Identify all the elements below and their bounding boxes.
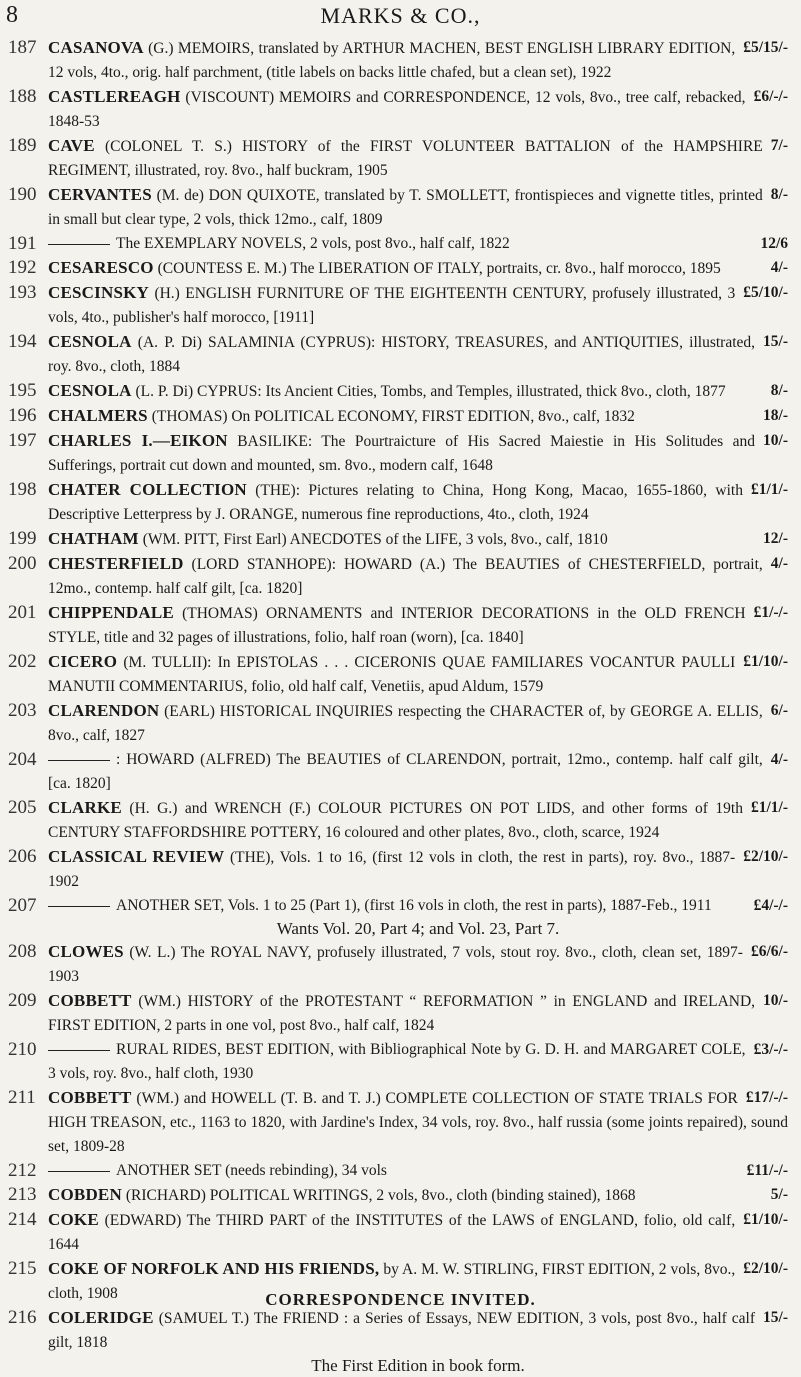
- entry-price: £1/10/-: [743, 1211, 788, 1228]
- entry-price: 4/-: [770, 751, 788, 768]
- catalogue-entry: [0, 940, 801, 989]
- entry-price: 4/-: [770, 555, 788, 572]
- entry-description: (EDWARD) The THIRD PART of the INSTITUTES of the LAWS of ENGLAND, folio, old calf, 1644: [48, 1212, 736, 1253]
- entry-author: COBDEN: [48, 1185, 122, 1204]
- catalogue-entry: [0, 404, 801, 429]
- entry-body: [48, 1208, 788, 1257]
- entry-body: [48, 989, 788, 1038]
- catalogue-entry: [0, 748, 801, 796]
- entry-price: 15/-: [763, 1309, 788, 1326]
- entry-price: 15/-: [763, 333, 788, 350]
- entry-description: (W. L.) The ROYAL NAVY, profusely illustrated, 7 vols, stout roy. 8vo., cloth, clean set, 1897-1903: [48, 944, 743, 985]
- entry-number: 207: [8, 895, 37, 916]
- entry-description: ANOTHER SET (needs rebinding), 34 vols: [116, 1162, 387, 1179]
- entry-description: (THOMAS) On POLITICAL ECONOMY, FIRST EDITION, 8vo., calf, 1832: [151, 408, 635, 425]
- entry-description: (THE), Vols. 1 to 16, (first 12 vols in cloth, the rest in parts), roy. 8vo., 1887-1902: [48, 849, 736, 890]
- entry-price: 8/-: [770, 186, 788, 203]
- catalogue-entry: [0, 1038, 801, 1086]
- entry-body: [48, 256, 788, 281]
- entry-author: CESCINSKY: [48, 283, 149, 302]
- entry-number: 189: [8, 135, 37, 156]
- entry-price: 8/-: [770, 382, 788, 399]
- entry-price: 6/-: [770, 702, 788, 719]
- entry-price: 12/-: [763, 530, 788, 547]
- entry-description: RURAL RIDES, BEST EDITION, with Bibliographical Note by G. D. H. and MARGARET COLE, 3 vols, roy. 8vo., half cloth, 1930: [48, 1041, 746, 1082]
- entry-number: 206: [8, 846, 37, 867]
- footer-note: CORRESPONDENCE INVITED.: [265, 1290, 536, 1309]
- entry-price: 18/-: [763, 407, 788, 424]
- catalogue-entry: [0, 894, 801, 940]
- entry-description: (H. G.) and WRENCH (F.) COLOUR PICTURES ON POT LIDS, and other forms of 19th CENTURY STAFFORDSHIRE POTTERY, 16 coloured and other plates, 8vo., cloth, scarce, 1924: [48, 800, 743, 841]
- entry-number: 212: [8, 1160, 37, 1181]
- entry-description: ANOTHER SET, Vols. 1 to 25 (Part 1), (first 16 vols in cloth, the rest in parts), 1887-Feb., 1911: [116, 897, 712, 914]
- catalogue-entry: [0, 379, 801, 404]
- entry-body: [48, 36, 788, 85]
- ditto-rule: [48, 1171, 110, 1172]
- entry-author: CESARESCO: [48, 258, 154, 277]
- entry-number: 199: [8, 528, 37, 549]
- entry-body: [48, 85, 788, 134]
- catalogue-entry: [0, 1208, 801, 1257]
- entry-number: 187: [8, 37, 37, 58]
- entry-description: (LORD STANHOPE): HOWARD (A.) The BEAUTIES of CHESTERFIELD, portrait, 12mo., contemp. half calf gilt, [ca. 1820]: [48, 556, 763, 597]
- entry-number: 201: [8, 602, 37, 623]
- entry-price: 7/-: [770, 137, 788, 154]
- entry-number: 213: [8, 1184, 37, 1205]
- entry-author: CESNOLA: [48, 332, 132, 351]
- entry-description: (WM. PITT, First Earl) ANECDOTES of the LIFE, 3 vols, 8vo., calf, 1810: [142, 531, 608, 548]
- entry-description: (THE): Pictures relating to China, Hong Kong, Macao, 1655-1860, with Descriptive Letterpress by J. ORANGE, numerous fine reproductions, 4to., cloth, 1924: [48, 482, 743, 523]
- ditto-rule: [48, 906, 110, 907]
- entry-body: [48, 1038, 788, 1086]
- entry-body: [48, 330, 788, 379]
- entry-body: [48, 748, 788, 796]
- catalogue-entry: [0, 330, 801, 379]
- entry-note: The First Edition in book form.: [311, 1356, 525, 1375]
- entry-description: (SAMUEL T.) The FRIEND : a Series of Essays, NEW EDITION, 3 vols, post 8vo., half calf gilt, 1818: [48, 1310, 756, 1351]
- entry-author: CHATHAM: [48, 529, 139, 548]
- entry-number: 192: [8, 257, 37, 278]
- entry-number: 191: [8, 233, 37, 254]
- entry-author: CHATER COLLECTION: [48, 480, 247, 499]
- entry-number: 208: [8, 941, 37, 962]
- catalogue-entry: [0, 552, 801, 601]
- entry-body: [48, 379, 788, 404]
- entry-author: CLASSICAL REVIEW: [48, 847, 225, 866]
- entry-number: 211: [8, 1087, 36, 1108]
- entry-author: COKE: [48, 1210, 99, 1229]
- entry-author: CLARKE: [48, 798, 122, 817]
- entry-number: 188: [8, 86, 37, 107]
- entry-price: 10/-: [763, 432, 788, 449]
- entry-description: by A. M. W. STIRLING, FIRST EDITION, 2 vols, 8vo., cloth, 1908: [48, 1261, 736, 1302]
- entry-number: 200: [8, 553, 37, 574]
- entry-price: 5/-: [770, 1186, 788, 1203]
- entry-body: [48, 552, 788, 601]
- catalogue-entry: [0, 134, 801, 183]
- entry-price: £6/6/-: [750, 943, 788, 960]
- entry-number: 190: [8, 184, 37, 205]
- page-header: [0, 0, 801, 32]
- entry-price: 12/6: [760, 235, 788, 252]
- catalogue-entry: [0, 650, 801, 699]
- entry-body: [48, 699, 788, 748]
- entry-author: CLARENDON: [48, 701, 160, 720]
- entry-number: 194: [8, 331, 37, 352]
- entry-body: [48, 601, 788, 650]
- catalogue-entry: [0, 256, 801, 281]
- entry-number: 193: [8, 282, 37, 303]
- entry-body: [48, 845, 788, 894]
- entry-number: 216: [8, 1307, 37, 1328]
- entry-body: [48, 1183, 788, 1208]
- entry-description: (RICHARD) POLITICAL WRITINGS, 2 vols, 8vo., cloth (binding stained), 1868: [125, 1187, 636, 1204]
- entry-body: [48, 527, 788, 552]
- entry-number: 204: [8, 749, 37, 770]
- entry-number: 198: [8, 479, 37, 500]
- entry-author: COLERIDGE: [48, 1308, 154, 1327]
- entry-number: 209: [8, 990, 37, 1011]
- entry-price: 4/-: [770, 259, 788, 276]
- catalogue-entry: [0, 1183, 801, 1208]
- entry-author: CASANOVA: [48, 38, 144, 57]
- entry-description: (COUNTESS E. M.) The LIBERATION OF ITALY, portraits, cr. 8vo., half morocco, 1895: [157, 260, 721, 277]
- entry-number: 214: [8, 1209, 37, 1230]
- catalogue-entry: [0, 183, 801, 232]
- entry-price: £1/1/-: [750, 799, 788, 816]
- entry-description: (L. P. Di) CYPRUS: Its Ancient Cities, Tombs, and Temples, illustrated, thick 8vo., cloth, 1877: [135, 383, 726, 400]
- entry-description: (VISCOUNT) MEMOIRS and CORRESPONDENCE, 12 vols, 8vo., tree calf, rebacked, 1848-53: [48, 89, 746, 130]
- entry-price: £2/10/-: [743, 1260, 788, 1277]
- catalogue-entry: [0, 1306, 801, 1377]
- entry-price: £3/-/-: [753, 1041, 788, 1058]
- entry-body: [48, 1086, 788, 1159]
- entry-body: [48, 1159, 788, 1183]
- entry-number: 196: [8, 405, 37, 426]
- entry-author: CASTLEREAGH: [48, 87, 181, 106]
- page-number: 8: [6, 2, 18, 28]
- entry-author: CHIPPENDALE: [48, 603, 174, 622]
- entry-author: COBBETT: [48, 991, 132, 1010]
- entry-price: £6/-/-: [753, 88, 788, 105]
- entry-price: £1/1/-: [750, 481, 788, 498]
- entry-description: (EARL) HISTORICAL INQUIRIES respecting the CHARACTER of, by GEORGE A. ELLIS, 8vo., calf, 1827: [48, 703, 763, 744]
- entry-number: 203: [8, 700, 37, 721]
- entry-price: £17/-/-: [745, 1089, 788, 1106]
- entry-description: (H.) ENGLISH FURNITURE OF THE EIGHTEENTH CENTURY, profusely illustrated, 3 vols, 4to., publisher's half morocco, [1911]: [48, 285, 736, 326]
- entry-body: [48, 134, 788, 183]
- entry-price: £4/-/-: [753, 897, 788, 914]
- entry-body: [48, 1306, 788, 1355]
- entry-number: 197: [8, 430, 37, 451]
- catalogue-entry: [0, 989, 801, 1038]
- catalogue-entry: [0, 36, 801, 85]
- entry-description: (WM.) and HOWELL (T. B. and T. J.) COMPLETE COLLECTION OF STATE TRIALS FOR HIGH TREASON, etc., 1163 to 1820, with Jardine's Index, 34 vols, roy. 8vo., half russia (some joints repaired), sound set, 1809-28: [48, 1090, 788, 1155]
- entry-author: CHALMERS: [48, 406, 148, 425]
- entry-author: CHARLES I.—EIKON: [48, 431, 228, 450]
- catalogue-entry: [0, 699, 801, 748]
- entry-price: £1/10/-: [743, 653, 788, 670]
- entry-description: (THOMAS) ORNAMENTS and INTERIOR DECORATIONS in the OLD FRENCH STYLE, title and 32 pages of illustrations, folio, half roan (worn), [ca. 1840]: [48, 605, 746, 646]
- entry-author: CHESTERFIELD: [48, 554, 184, 573]
- entry-body: [48, 478, 788, 527]
- entry-body: [48, 404, 788, 429]
- entry-number: 202: [8, 651, 37, 672]
- entry-description: (A. P. Di) SALAMINIA (CYPRUS): HISTORY, TREASURES, and ANTIQUITIES, illustrated, roy. 8vo., cloth, 1884: [48, 334, 756, 375]
- entry-author: CLOWES: [48, 942, 124, 961]
- entry-body: [48, 940, 788, 989]
- entry-body: [48, 183, 788, 232]
- entry-body: [48, 232, 788, 256]
- entry-price: 10/-: [763, 992, 788, 1009]
- ditto-rule: [48, 1050, 110, 1051]
- entry-author: COBBETT: [48, 1088, 132, 1107]
- catalogue-entry: [0, 232, 801, 256]
- entry-description: (G.) MEMOIRS, translated by ARTHUR MACHEN, BEST ENGLISH LIBRARY EDITION, 12 vols, 4to., orig. half parchment, (title labels on backs little chafed, but a clean set), 1922: [48, 40, 736, 81]
- catalogue-entry: [0, 429, 801, 478]
- running-title: MARKS & CO.,: [320, 3, 481, 28]
- entry-author: COKE OF NORFOLK AND HIS FRIENDS,: [48, 1259, 380, 1278]
- entry-number: 195: [8, 380, 37, 401]
- entry-author: CICERO: [48, 652, 118, 671]
- entry-price: £5/10/-: [743, 284, 788, 301]
- entry-author: CAVE: [48, 136, 95, 155]
- catalogue-entry: [0, 478, 801, 527]
- entry-number: 205: [8, 797, 37, 818]
- entry-description: : HOWARD (ALFRED) The BEAUTIES of CLARENDON, portrait, 12mo., contemp. half calf gilt, [ca. 1820]: [48, 751, 763, 792]
- entry-author: CESNOLA: [48, 381, 132, 400]
- entry-description: The EXEMPLARY NOVELS, 2 vols, post 8vo., half calf, 1822: [116, 235, 510, 252]
- catalogue-entry: [0, 601, 801, 650]
- entry-body: [48, 796, 788, 845]
- ditto-rule: [48, 244, 110, 245]
- catalogue-entry: [0, 845, 801, 894]
- entry-description: (M. de) DON QUIXOTE, translated by T. SMOLLETT, frontispieces and vignette titles, printed in small but clear type, 2 vols, thick 12mo., calf, 1809: [48, 187, 763, 228]
- entry-description: (COLONEL T. S.) HISTORY of the FIRST VOLUNTEER BATTALION of the HAMPSHIRE REGIMENT, illustrated, roy. 8vo., half buckram, 1905: [48, 138, 763, 179]
- entry-number: 210: [8, 1039, 37, 1060]
- catalogue-entry: [0, 796, 801, 845]
- catalogue-entry: [0, 1086, 801, 1159]
- catalogue-entry: [0, 527, 801, 552]
- catalogue-entry: [0, 85, 801, 134]
- catalogue-entry: [0, 1159, 801, 1183]
- entry-body: [48, 894, 788, 918]
- catalogue-entry: [0, 281, 801, 330]
- entry-description: (M. TULLII): In EPISTOLAS . . . CICERONIS QUAE FAMILIARES VOCANTUR PAULLI MANUTII COMMENTARIUS, folio, old half calf, Venetiis, apud Aldum, 1579: [48, 654, 736, 695]
- entry-body: [48, 281, 788, 330]
- entry-price: £1/-/-: [753, 604, 788, 621]
- ditto-rule: [48, 760, 110, 761]
- catalogue-entries: [0, 36, 801, 1377]
- entry-number: 215: [8, 1258, 37, 1279]
- entry-description: BASILIKE: The Pourtraicture of His Sacred Maiestie in His Solitudes and Sufferings, portrait cut down and mounted, sm. 8vo., modern calf, 1648: [48, 433, 756, 474]
- entry-price: £5/15/-: [743, 39, 788, 56]
- entry-price: £11/-/-: [746, 1162, 788, 1179]
- entry-body: [48, 650, 788, 699]
- entry-author: CERVANTES: [48, 185, 152, 204]
- entry-price: £2/10/-: [743, 848, 788, 865]
- entry-description: (WM.) HISTORY of the PROTESTANT “ REFORMATION ” in ENGLAND and IRELAND, FIRST EDITION, 2 parts in one vol, post 8vo., half calf, 1824: [48, 993, 756, 1034]
- entry-note: Wants Vol. 20, Part 4; and Vol. 23, Part 7.: [276, 919, 560, 938]
- entry-body: [48, 429, 788, 478]
